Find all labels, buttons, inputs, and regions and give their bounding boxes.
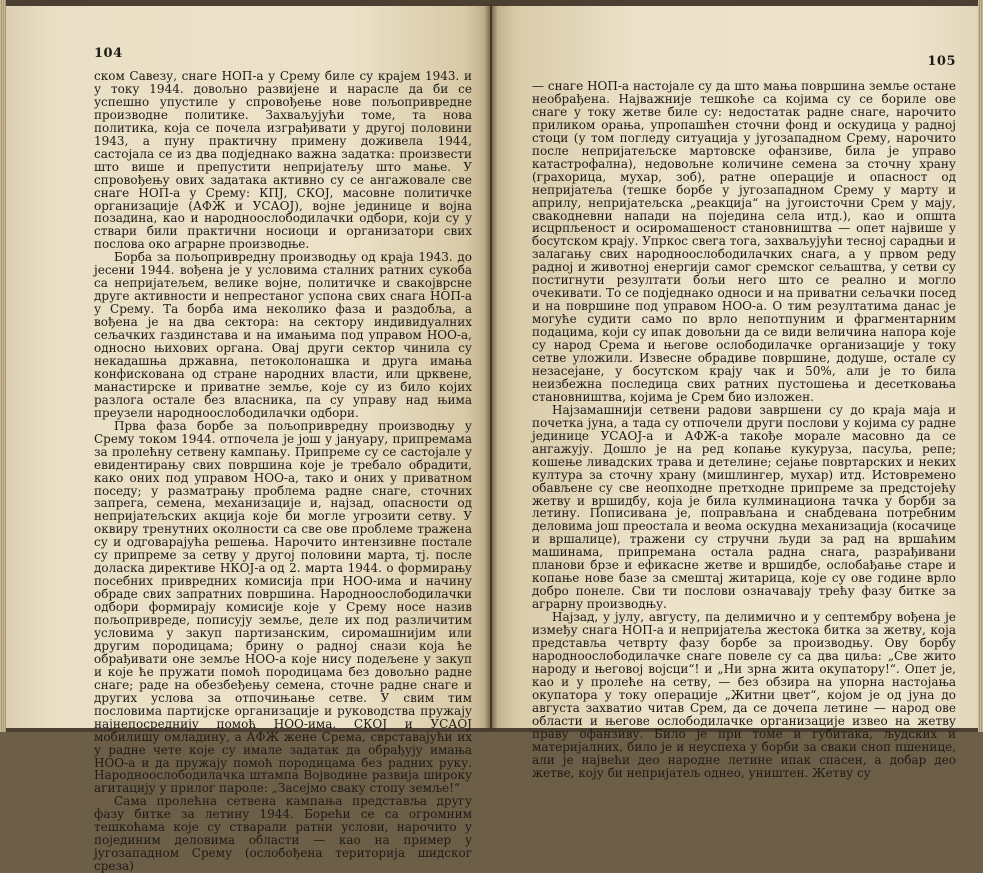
- paragraph: — снаге НОП-а настојале су да што мања површина земље остане необрађена. Најважније тешкоће са којима су се бориле ове снаге у току жетве биле су: недостатак радне снаге, нарочито приликом орања, упропашћен сточни фонд и оскудица у радној стоци (у том погледу ситуација у југозападном Срему, нарочито после непријатељске мартовске офанзиве, била је управо катастрофална), недовољне количине семена за сточну храну (грахорица, мухар, зоб), ратне операције и опасност од непријатеља (тешке борбе у југозападном Срему у марту и априлу, непријатељска „реакција“ на југоисточни Срем у мају, свакодневни напади на поједина села итд.), као и општа исцрпљеност и осиромашеност становништва — опет највише у босутском крају. Упркос свега тога, захваљујући тесној сарадњи и залагању свих народноослободилачких снага, а у првом реду радној и животној енергији самог сремског сељаштва, у сетви су постигнути резултати бољи него што се реално и могло очекивати. То се подједнако односи и на приватни сељачки посед и на површине под управом НОО-а. О тим резултатима данас је могуће судити само по врло непотпуним и фрагментарним подацима, који су ипак довољни да се види величина напора које су народ Срема и његове ослободилачке организације у току сетве уложили. Извесне обрадиве површине, додуше, остале су незасејане, у босутском крају чак и 50%, али је то била неизбежна последица свих ратних пустошења и десетковања становништва, којима је Срем био изложен.: [532, 79, 956, 404]
- paragraph: ском Савезу, снаге НОП-а у Срему биле су крајем 1943. и у току 1944. довољно развијене и нарасле да би се успешно упустиле у спровођење нове пољопривредне производне политике. Захваљујући томе, та нова политика, која се почела изграђивати у другој половини 1943, а пуну практичну примену доживела 1944, састојала се из два подједнако важна задатка: произвести што више и препустити непријатељу што мање. У спровођењу ових задатака активно су се ангажовале све снаге НОП-а у Срему: КПЈ, СКОЈ, масовне политичке организације (АФЖ и УСАОЈ), војне јединице и војна позадина, као и народноослободилачки одбори, који су у ствари били практични носиоци и организатори свих послова око аграрне производње.: [94, 69, 472, 252]
- paragraph: Најзамашнији сетвени радови завршени су до краја маја и почетка јуна, а тада су отпочели други послови у којима су радне јединице УСАОЈ-а и АФЖ-а такође морале масовно да се ангажују. Дошло је на ред копање кукуруза, пасуља, репе; кошење ливадских трава и детелине; сејање повртарских и неких култура за сточну храну (мишлингер, мухар) итд. Истовремено обављене су све неопходне претходне припреме за предстојећу жетву и вршидбу, која је била кулминациона тачка у борби за летину. Пописивана је, поправљана и снабдевана потребним деловима још преостала и веома оскудна механизација (косачице и вршалице), тражени су стручни људи за рад на вршаћим машинама, припремана остала радна снага, разрађивани планови брзе и ефикасне жетве и вршидбе, ослобађање старе и копање нове базе за смештај житарица, које су ове године врло добро понеле. Сви ти послови означавају трећу фазу битке за аграрну производњу.: [532, 402, 956, 612]
- right-page-text: [532, 80, 956, 779]
- right-page: [492, 6, 978, 780]
- paragraph: Сама пролећна сетвена кампања представља другу фазу битке за летину 1944. Борећи се са огромним тешкоћама које су стварали ратни услови, нарочито у појединим деловима области — као на пример у југозападном Срему (ослобођена територија шидског среза): [94, 794, 472, 873]
- paragraph: Борба за пољопривредну производњу од краја 1943. до јесени 1944. вођена је у условима сталних ратних сукоба са непријатељем, велике војне, политичке и свакојврсне друге активности и непрестаног успона свих снага НОП-а у Срему. Та борба има неколико фаза и раздобља, а вођена је на два сектора: на сектору индивидуалних сељачких газдинстава и на имањима под управом НОО-а, односно њихових органа. Овај други сектор чинила су некадашња државна, петоколонашка и друга имања конфискована од стране народних власти, или црквене, манастирске и приватне земље, које су из било којих разлога остале без власника, па су управу над њима преузели народноослободилачки одбори.: [94, 250, 472, 420]
- left-page: [6, 6, 490, 873]
- paragraph: Прва фаза борбе за пољопривредну производњу у Срему током 1944. отпочела је још у јануару, припремама за пролећну сетвену кампању. Припреме су се састојале у евидентирању свих површина које је требало обрадити, како оних под управом НОО-а, тако и оних у приватном поседу; у разматрању проблема радне снаге, сточних запрега, семена, механизације и, најзад, опасности од непријатељских акција које би могле угрозити сетву. У оквиру тренутних околности са све ове проблеме тражена су и одговарајућа решења. Нарочито интензивне постале су припреме за сетву у другој половини марта, тј. после доласка директиве НКОЈ-а од 2. марта 1944. о формирању посебних привредних комисија при НОО-има и начину обраде свих запратних површина. Народноослободилачки одбори формирају комисије које у Срему носе назив пољопривреде, пописују земље, деле их под различитим условима у закуп партизанским, сиромашнијим или другим породицама; брину о радној снази која ће обрађивати оне земље НОО-а које нису подељене у закуп и које ће пружати помоћ породицама без довољно радне снаге; раде на обезбеђењу семена, сточне радне снаге и других услова за отпочињање сетве. У свим тим пословима партијске организације и руководства пружају најнепосреднију помоћ НОО-има. СКОЈ и УСАОЈ мобилишу омладину, а АФЖ жене Срема, сврставајући их у радне чете које су имале задатак да обрађују имања НОО-а и да пружају помоћ породицама без радних руку. Народноослободилачка штампа Војводине развија широку агитацију у прилог пароле: „Засејмо сваку стопу земље!“: [94, 418, 472, 796]
- page-edge-right: [978, 0, 983, 732]
- left-page-text: [94, 70, 472, 873]
- page-number-right: 105: [927, 54, 956, 69]
- page-number-left: 104: [94, 46, 123, 61]
- paragraph: Најзад, у јулу, августу, па делимично и у септембру вођена је између снага НОП-а и непријатеља жестока битка за жетву, која представља четврту фазу борбе за производњу. Ову борбу народноослободилачке снаге повеле су са два циља: „Све жито народу и његовој војсци“! и „Ни зрна жита окупатору!“. Опет је, као и у пролеће на сетву, — без обзира на упорна настојања окупатора у току операције „Житни цвет“, којом је од јуна до августа захватио читав Срем, да се дочепа летине — народ ове области и његове ослободилачке организације извео на жетву праву офанзиву. Било је при томе и губитака, људских и материјалних, било је и неуспеха у борби за сваки сноп пшенице, али је највећи део народне летине ипак спасен, а добар део жетве, коју би непријатељ однео, уништен. Жетву су: [532, 610, 956, 780]
- book-gutter: [484, 4, 498, 730]
